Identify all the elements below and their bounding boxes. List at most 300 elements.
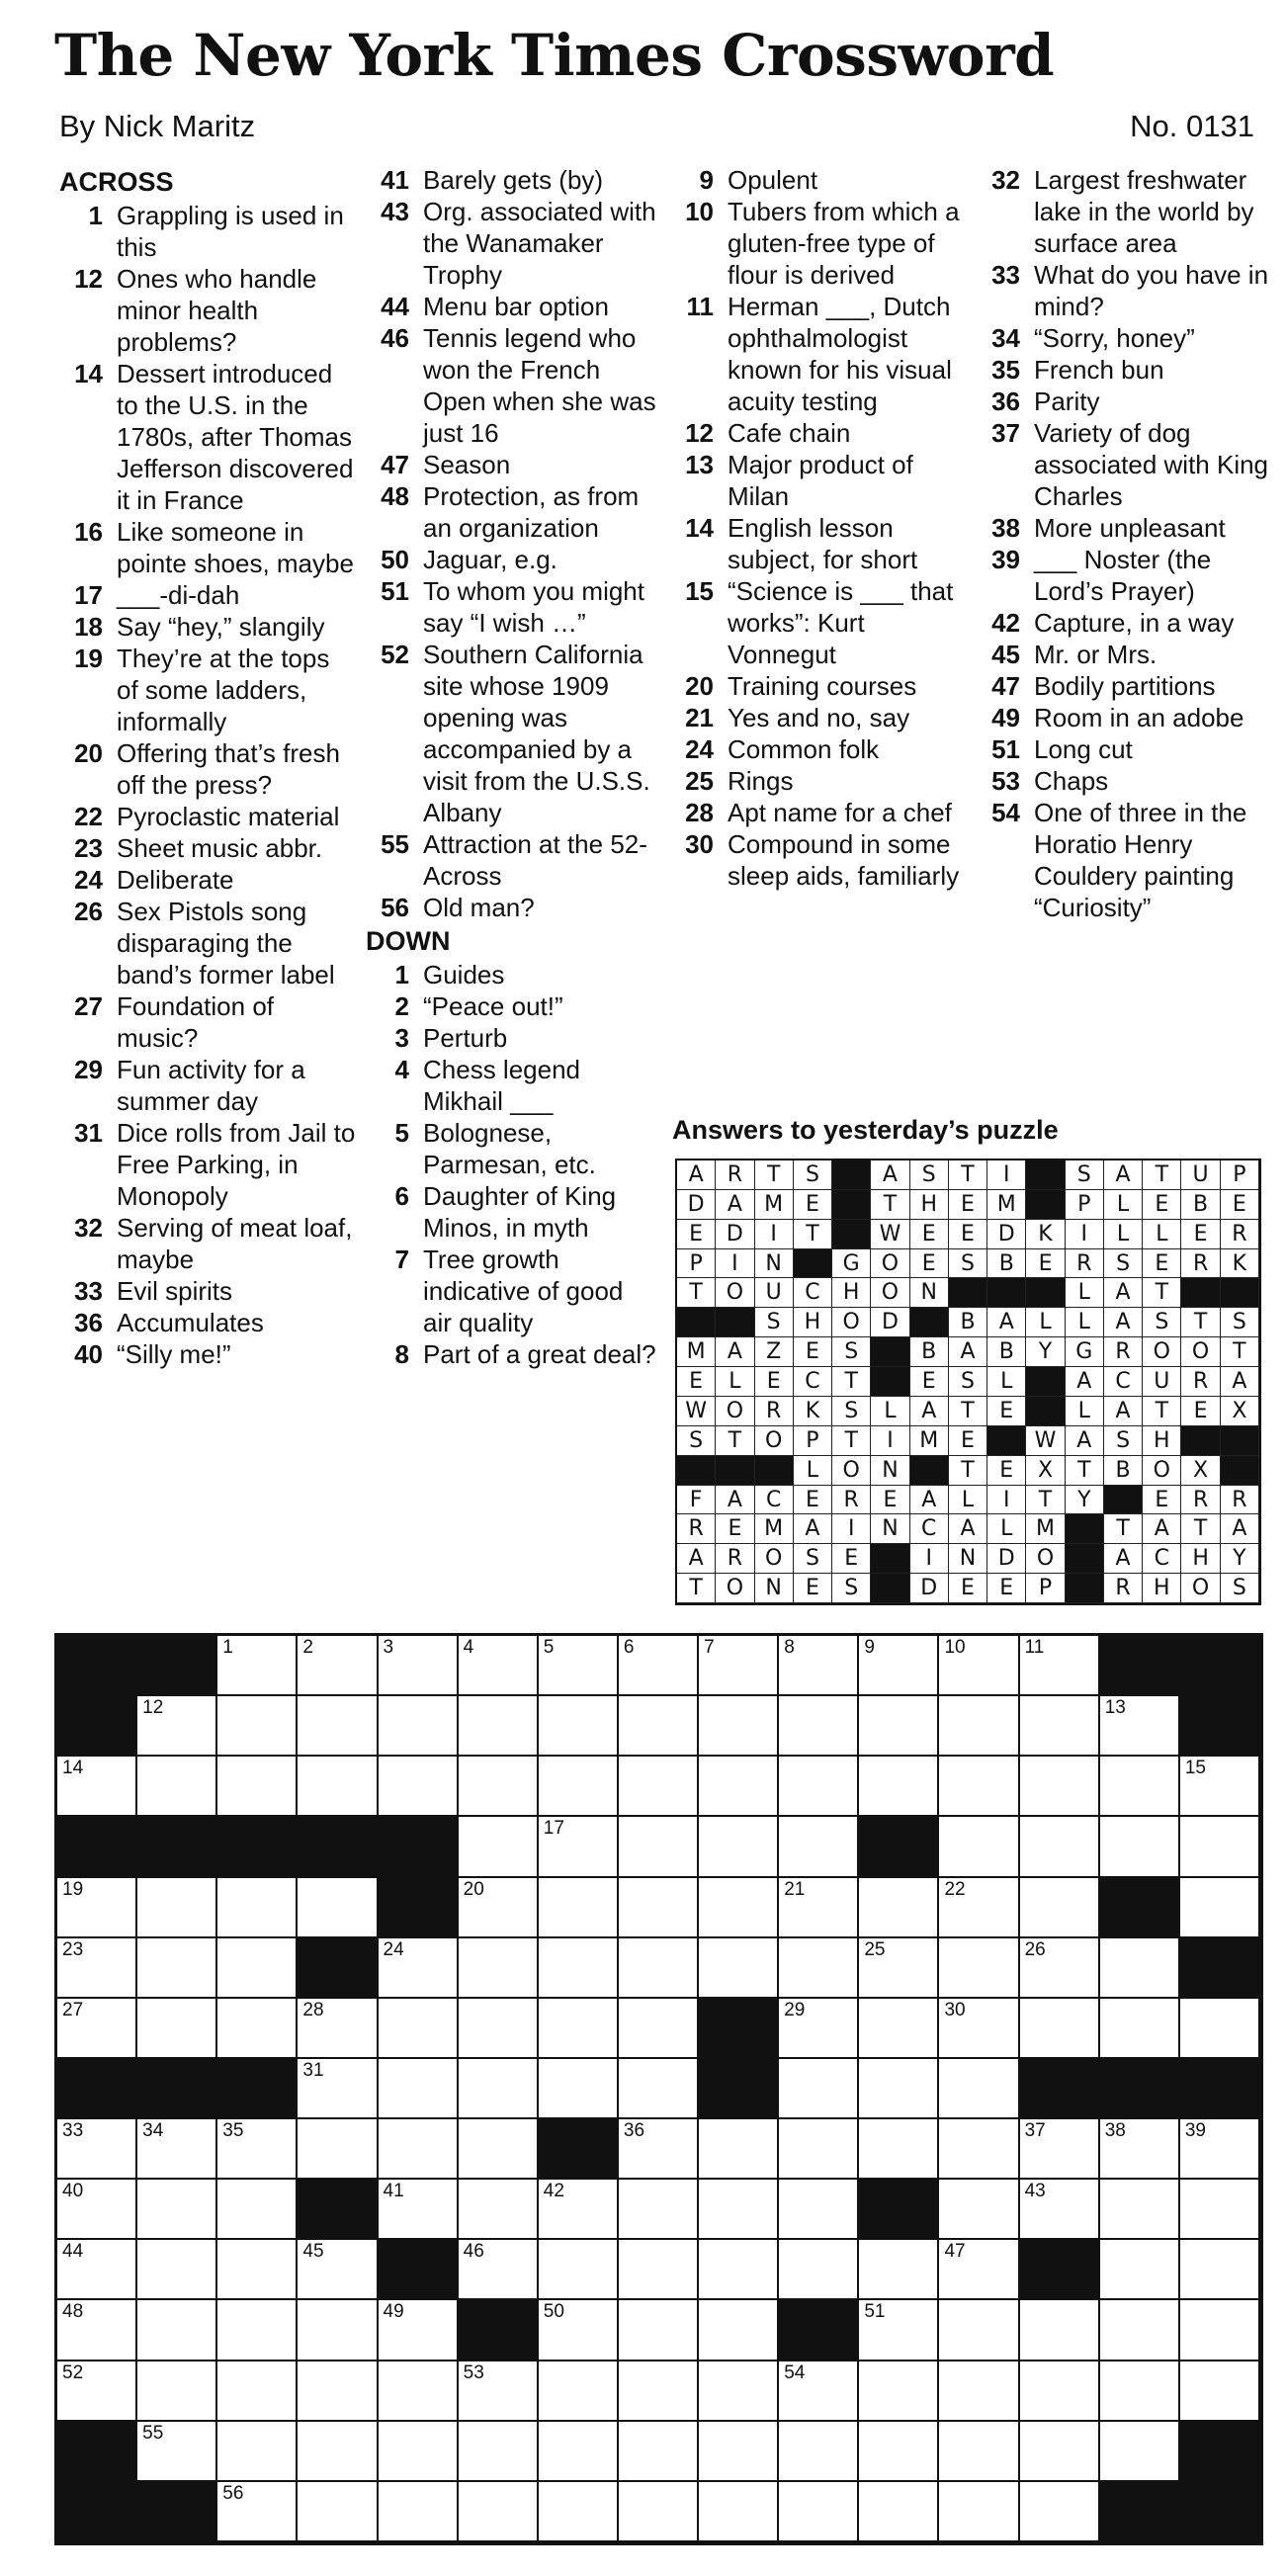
grid-cell[interactable] (619, 2422, 699, 2482)
answer-letter: A (910, 1397, 949, 1426)
grid-cell[interactable] (779, 1636, 859, 1696)
grid-cell[interactable] (939, 2422, 1019, 2482)
cell-number: 35 (222, 2120, 244, 2142)
grid-cell[interactable] (539, 2361, 619, 2422)
grid-cell[interactable] (779, 2180, 859, 2240)
cell-number: 50 (543, 2301, 564, 2323)
clue-text: Major product of Milan (728, 450, 913, 511)
grid-cell[interactable] (539, 1696, 619, 1757)
grid-cell[interactable] (379, 2059, 459, 2119)
grid-cell[interactable] (1020, 2361, 1100, 2422)
clue (977, 607, 1273, 639)
grid-cell[interactable] (57, 1938, 137, 1999)
grid-cell[interactable] (459, 1999, 539, 2059)
cell-number: 25 (864, 1938, 886, 1960)
grid-cell[interactable] (217, 1696, 298, 1757)
grid-cell[interactable] (217, 2300, 298, 2361)
grid-cell[interactable] (619, 1636, 699, 1696)
answer-letter: U (755, 1278, 794, 1308)
answer-letter: O (1143, 1456, 1181, 1486)
grid-cell[interactable] (619, 2361, 699, 2422)
grid-cell[interactable] (539, 2059, 619, 2119)
grid-cell[interactable] (779, 2482, 859, 2542)
clue (977, 386, 1273, 417)
grid-cell[interactable] (1100, 2119, 1180, 2180)
grid-cell[interactable] (539, 1757, 619, 1817)
grid-cell[interactable] (137, 2300, 217, 2361)
answer-letter: A (1221, 1367, 1259, 1397)
grid-cell[interactable] (779, 2119, 859, 2180)
grid-cell[interactable] (298, 1636, 378, 1696)
cell-number: 52 (62, 2361, 84, 2383)
grid-cell[interactable] (1100, 1938, 1180, 1999)
grid-cell[interactable] (619, 2119, 699, 2180)
grid-cell[interactable] (699, 2422, 779, 2482)
clue-number: 20 (685, 671, 714, 701)
grid-cell[interactable] (1100, 2300, 1180, 2361)
grid-cell[interactable] (298, 2240, 378, 2300)
answer-letter: E (794, 1190, 832, 1220)
answer-letter: S (832, 1337, 871, 1367)
grid-cell[interactable] (1180, 2180, 1260, 2240)
grid-cell[interactable] (1100, 2180, 1180, 2240)
grid-cell[interactable] (699, 1757, 779, 1817)
clue-number: 33 (991, 260, 1020, 290)
cell-number: 8 (784, 1637, 795, 1658)
clue (59, 801, 356, 832)
grid-cell[interactable] (217, 2240, 298, 2300)
clue (670, 164, 967, 196)
grid-cell[interactable] (1180, 1757, 1260, 1817)
grid-cell[interactable] (539, 1999, 619, 2059)
clue-text: Dessert introduced to the U.S. in the 1780s, after Thomas Jefferson discovered it in France (117, 359, 354, 515)
grid-cell[interactable] (137, 1696, 217, 1757)
grid-cell[interactable] (459, 2361, 539, 2422)
grid-cell[interactable] (859, 1938, 939, 1999)
grid-cell[interactable] (57, 1757, 137, 1817)
answer-letter: P (677, 1249, 716, 1279)
grid-cell[interactable] (298, 2422, 378, 2482)
grid-cell[interactable] (1020, 2180, 1100, 2240)
grid-cell[interactable] (779, 1817, 859, 1877)
answer-black-square (1221, 1456, 1259, 1486)
grid-cell[interactable] (459, 1878, 539, 1938)
grid-cell[interactable] (217, 1938, 298, 1999)
answer-letter: A (1104, 1278, 1143, 1308)
answer-letter: H (1181, 1544, 1220, 1574)
answer-letter: E (987, 1397, 1026, 1426)
grid-cell[interactable] (859, 2361, 939, 2422)
grid-cell[interactable] (539, 1938, 619, 1999)
clue-text: “Peace out!” (423, 991, 563, 1021)
answer-black-square (1066, 1514, 1104, 1544)
black-square (699, 1999, 779, 2059)
grid-cell[interactable] (699, 2361, 779, 2422)
grid-cell[interactable] (217, 2361, 298, 2422)
grid-cell[interactable] (859, 2240, 939, 2300)
clue (670, 449, 967, 512)
grid-cell[interactable] (1100, 1999, 1180, 2059)
answer-letter: E (716, 1514, 754, 1544)
clue-text: Mr. or Mrs. (1034, 640, 1157, 669)
clue-text: English lesson subject, for short (728, 513, 918, 574)
grid-cell[interactable] (379, 1938, 459, 1999)
grid-cell[interactable] (1020, 1999, 1100, 2059)
clue-text: Cafe chain (728, 418, 851, 448)
clue (366, 164, 657, 196)
answer-letter: A (949, 1337, 987, 1367)
grid-cell[interactable] (137, 1757, 217, 1817)
grid-cell[interactable] (699, 2240, 779, 2300)
grid-cell[interactable] (859, 1696, 939, 1757)
grid-cell[interactable] (939, 2119, 1019, 2180)
across-heading: ACROSS (59, 167, 174, 197)
black-square (137, 1817, 217, 1877)
grid-cell[interactable] (1100, 2361, 1180, 2422)
grid-cell[interactable] (619, 1757, 699, 1817)
clue-text: Tree growth indicative of good air quality (423, 1245, 624, 1337)
grid-cell[interactable] (379, 2300, 459, 2361)
answer-letter: L (1143, 1220, 1181, 1249)
grid-cell[interactable] (539, 2482, 619, 2542)
grid-cell[interactable] (779, 2240, 859, 2300)
answer-letter: L (1066, 1278, 1104, 1308)
grid-cell[interactable] (137, 2180, 217, 2240)
grid-cell[interactable] (1100, 1757, 1180, 1817)
grid-cell[interactable] (459, 2119, 539, 2180)
grid-cell[interactable] (619, 2482, 699, 2542)
grid-cell[interactable] (57, 2180, 137, 2240)
grid-cell[interactable] (699, 1636, 779, 1696)
grid-cell[interactable] (859, 2119, 939, 2180)
grid-cell[interactable] (298, 2482, 378, 2542)
grid-cell[interactable] (379, 1636, 459, 1696)
cell-number: 12 (142, 1697, 164, 1719)
grid-cell[interactable] (459, 1696, 539, 1757)
grid-cell[interactable] (1180, 1878, 1260, 1938)
answer-letter: T (794, 1220, 832, 1249)
grid-cell[interactable] (298, 2300, 378, 2361)
grid-cell[interactable] (459, 2482, 539, 2542)
answer-letter: D (987, 1220, 1026, 1249)
grid-cell[interactable] (939, 1938, 1019, 1999)
answer-letter: F (677, 1486, 716, 1515)
clue-number: 40 (74, 1339, 103, 1369)
grid-cell[interactable] (137, 1999, 217, 2059)
grid-cell[interactable] (137, 2119, 217, 2180)
grid-cell[interactable] (779, 1999, 859, 2059)
cell-number: 14 (62, 1758, 84, 1779)
grid-cell[interactable] (298, 1999, 378, 2059)
grid-cell[interactable] (939, 1757, 1019, 1817)
grid-cell[interactable] (619, 2300, 699, 2361)
clue-text: Evil spirits (117, 1276, 233, 1306)
answer-letter: T (832, 1367, 871, 1397)
down-heading: DOWN (366, 926, 451, 956)
clue-text: Daughter of King Minos, in myth (423, 1181, 617, 1243)
grid-cell[interactable] (699, 1696, 779, 1757)
grid-cell[interactable] (539, 1817, 619, 1877)
grid-cell[interactable] (379, 2482, 459, 2542)
clue (977, 164, 1273, 259)
grid-cell[interactable] (57, 1999, 137, 2059)
grid-cell[interactable] (859, 2422, 939, 2482)
grid-cell[interactable] (379, 1757, 459, 1817)
grid-cell[interactable] (217, 2482, 298, 2542)
grid-cell[interactable] (699, 1817, 779, 1877)
grid-cell[interactable] (859, 2059, 939, 2119)
clue-text: Say “hey,” slangily (117, 612, 325, 642)
grid-cell[interactable] (217, 1999, 298, 2059)
grid-cell[interactable] (939, 1636, 1019, 1696)
grid-cell[interactable] (217, 2119, 298, 2180)
grid-cell[interactable] (1020, 2300, 1100, 2361)
cell-number: 39 (1184, 2120, 1206, 2142)
grid-cell[interactable] (1020, 1636, 1100, 1696)
grid-cell[interactable] (939, 2240, 1019, 2300)
grid-cell[interactable] (619, 1999, 699, 2059)
grid-cell[interactable] (137, 2240, 217, 2300)
grid-cell[interactable] (859, 1878, 939, 1938)
grid-cell[interactable] (779, 1878, 859, 1938)
grid-cell[interactable] (57, 1878, 137, 1938)
grid-cell[interactable] (459, 1636, 539, 1696)
clue-number: 35 (991, 355, 1020, 385)
grid-cell[interactable] (57, 2361, 137, 2422)
black-square (298, 1938, 378, 1999)
answer-letter: S (949, 1249, 987, 1279)
grid-cell[interactable] (1020, 2119, 1100, 2180)
answer-letter: L (871, 1397, 909, 1426)
black-square (1100, 2059, 1180, 2119)
grid-cell[interactable] (459, 1757, 539, 1817)
grid-cell[interactable] (1180, 2119, 1260, 2180)
grid-cell[interactable] (459, 2180, 539, 2240)
clue-text: Like someone in pointe shoes, maybe (117, 517, 354, 578)
grid-cell[interactable] (779, 1757, 859, 1817)
grid-cell[interactable] (1020, 1878, 1100, 1938)
clue-text: Capture, in a way (1034, 608, 1235, 638)
grid-cell[interactable] (539, 2180, 619, 2240)
answer-black-square (1104, 1486, 1143, 1515)
grid-cell[interactable] (1180, 1817, 1260, 1877)
grid-cell[interactable] (939, 2180, 1019, 2240)
grid-cell[interactable] (217, 2422, 298, 2482)
grid-cell[interactable] (379, 1999, 459, 2059)
grid-cell[interactable] (298, 1696, 378, 1757)
answer-letter: E (949, 1574, 987, 1603)
grid-cell[interactable] (1180, 2240, 1260, 2300)
answer-letter: M (910, 1426, 949, 1456)
grid-cell[interactable] (379, 2422, 459, 2482)
clue-text: Season (423, 450, 511, 479)
grid-cell[interactable] (57, 2119, 137, 2180)
answer-letter: Y (1066, 1486, 1104, 1515)
grid-cell[interactable] (939, 1696, 1019, 1757)
grid-cell[interactable] (379, 2180, 459, 2240)
grid-cell[interactable] (859, 2482, 939, 2542)
answer-letter: E (949, 1190, 987, 1220)
answer-black-square (871, 1574, 909, 1603)
black-square (1100, 1636, 1180, 1696)
answer-letter: E (871, 1486, 909, 1515)
grid-cell[interactable] (217, 2180, 298, 2240)
grid-cell[interactable] (699, 2180, 779, 2240)
grid-cell[interactable] (1100, 1817, 1180, 1877)
grid-cell[interactable] (939, 2300, 1019, 2361)
grid-cell[interactable] (859, 1999, 939, 2059)
answer-letter: L (987, 1367, 1026, 1397)
answer-letter: X (1221, 1397, 1259, 1426)
grid-cell[interactable] (459, 2059, 539, 2119)
grid-cell[interactable] (1100, 1696, 1180, 1757)
grid-cell[interactable] (1020, 2422, 1100, 2482)
grid-cell[interactable] (539, 1878, 619, 1938)
grid-cell[interactable] (939, 1817, 1019, 1877)
clue-number: 24 (685, 734, 714, 764)
grid-cell[interactable] (859, 1757, 939, 1817)
byline: By Nick Maritz (59, 109, 256, 143)
grid-cell[interactable] (1100, 2422, 1180, 2482)
grid-cell[interactable] (619, 1938, 699, 1999)
clue-number: 18 (74, 612, 103, 642)
grid-cell[interactable] (459, 2422, 539, 2482)
grid-cell[interactable] (298, 2119, 378, 2180)
grid-cell[interactable] (1020, 1757, 1100, 1817)
answer-letter: E (677, 1220, 716, 1249)
answer-letter: M (677, 1337, 716, 1367)
grid-cell[interactable] (459, 1938, 539, 1999)
grid-cell[interactable] (459, 1817, 539, 1877)
clue-text: What do you have in mind? (1034, 260, 1269, 321)
cell-number: 28 (302, 1999, 324, 2020)
grid-cell[interactable] (298, 2361, 378, 2422)
clue (977, 765, 1273, 797)
cell-number: 10 (944, 1637, 966, 1658)
cell-number: 1 (222, 1637, 233, 1658)
clue-text: Sheet music abbr. (117, 833, 323, 863)
answer-letter: L (987, 1514, 1026, 1544)
answer-letter: T (1181, 1514, 1220, 1544)
answer-letter: T (716, 1426, 754, 1456)
grid-cell[interactable] (57, 2240, 137, 2300)
grid-cell[interactable] (298, 1878, 378, 1938)
grid-cell[interactable] (379, 1696, 459, 1757)
grid-cell[interactable] (379, 2119, 459, 2180)
grid-cell[interactable] (217, 1757, 298, 1817)
grid-cell[interactable] (699, 2300, 779, 2361)
grid-cell[interactable] (57, 2300, 137, 2361)
clue-text: One of three in the Horatio Henry Couldery painting “Curiosity” (1034, 798, 1247, 922)
grid-cell[interactable] (699, 1878, 779, 1938)
answer-letter: B (1104, 1456, 1143, 1486)
grid-cell[interactable] (619, 1696, 699, 1757)
grid-cell[interactable] (217, 1636, 298, 1696)
grid-cell[interactable] (779, 1938, 859, 1999)
grid-cell[interactable] (539, 2422, 619, 2482)
grid-cell[interactable] (939, 2059, 1019, 2119)
clue (977, 544, 1273, 607)
grid-cell[interactable] (539, 1636, 619, 1696)
grid-cell[interactable] (539, 2240, 619, 2300)
clue (366, 1180, 657, 1244)
clue-text: Southern California site whose 1909 opening was accompanied by a visit from the U.S.S. Albany (423, 640, 650, 827)
black-square (57, 2059, 137, 2119)
answer-letter: C (1143, 1544, 1181, 1574)
grid-cell[interactable] (1180, 2300, 1260, 2361)
clue-text: More unpleasant (1034, 513, 1226, 543)
grid-cell[interactable] (137, 1878, 217, 1938)
grid-cell[interactable] (859, 1636, 939, 1696)
grid-cell[interactable] (779, 1696, 859, 1757)
grid-cell[interactable] (939, 1878, 1019, 1938)
grid-cell[interactable] (298, 2059, 378, 2119)
grid-cell[interactable] (1180, 1999, 1260, 2059)
clue (366, 322, 657, 449)
clue (670, 196, 967, 291)
grid-cell[interactable] (699, 1938, 779, 1999)
grid-cell[interactable] (137, 2361, 217, 2422)
clue (977, 259, 1273, 322)
grid-cell[interactable] (1100, 2240, 1180, 2300)
answer-letter: G (1066, 1337, 1104, 1367)
grid-cell[interactable] (939, 2361, 1019, 2422)
grid-cell[interactable] (619, 1878, 699, 1938)
grid-cell[interactable] (459, 2240, 539, 2300)
clue-column-2 (366, 164, 657, 1370)
grid-cell[interactable] (699, 2482, 779, 2542)
black-square (859, 1817, 939, 1877)
grid-cell[interactable] (619, 2240, 699, 2300)
grid-cell[interactable] (1020, 1938, 1100, 1999)
grid-cell[interactable] (1020, 1696, 1100, 1757)
grid-cell[interactable] (619, 2059, 699, 2119)
clue-number: 45 (991, 640, 1020, 669)
clue-number: 3 (394, 1023, 409, 1053)
grid-cell[interactable] (699, 2119, 779, 2180)
clue (670, 828, 967, 892)
grid-cell[interactable] (779, 2361, 859, 2422)
cell-number: 17 (543, 1818, 564, 1840)
grid-cell[interactable] (859, 2300, 939, 2361)
grid-cell[interactable] (137, 2422, 217, 2482)
grid-cell[interactable] (1020, 2482, 1100, 2542)
grid-cell[interactable] (939, 2482, 1019, 2542)
answers-grid (675, 1159, 1261, 1605)
grid-cell[interactable] (298, 1757, 378, 1817)
answer-black-square (832, 1190, 871, 1220)
grid-cell[interactable] (539, 2300, 619, 2361)
grid-cell[interactable] (779, 2059, 859, 2119)
grid-cell[interactable] (1020, 1817, 1100, 1877)
grid-cell[interactable] (217, 1878, 298, 1938)
grid-cell[interactable] (137, 1938, 217, 1999)
answer-letter: B (987, 1337, 1026, 1367)
answer-letter: R (1104, 1574, 1143, 1603)
clue-text: Chess legend Mikhail ___ (423, 1055, 580, 1116)
grid-cell[interactable] (1180, 2361, 1260, 2422)
grid-cell[interactable] (939, 1999, 1019, 2059)
grid-cell[interactable] (619, 1817, 699, 1877)
grid-cell[interactable] (379, 2361, 459, 2422)
grid-cell[interactable] (619, 2180, 699, 2240)
answer-letter: R (716, 1160, 754, 1190)
grid-cell[interactable] (779, 2422, 859, 2482)
answer-letter: E (794, 1486, 832, 1515)
clue-number: 56 (381, 893, 409, 922)
answer-letter: T (949, 1397, 987, 1426)
answer-letter: A (910, 1486, 949, 1515)
